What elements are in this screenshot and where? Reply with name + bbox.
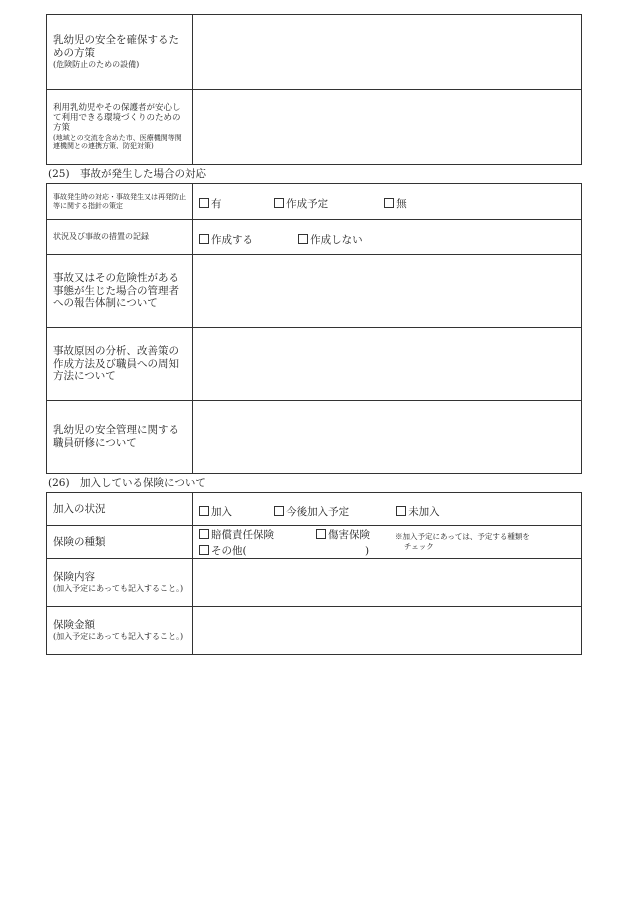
table-row bbox=[47, 184, 582, 220]
child-safety-label-cell bbox=[47, 15, 193, 90]
checkbox-icon[interactable] bbox=[199, 545, 209, 555]
child-safety-sub: (危険防止のための設備) bbox=[53, 60, 140, 69]
table-row bbox=[47, 220, 582, 255]
option-other[interactable]: その他( bbox=[199, 545, 365, 558]
kind-label: 保険の種類 bbox=[53, 535, 106, 548]
table-row bbox=[47, 559, 582, 607]
option-yes[interactable]: 有 bbox=[199, 196, 269, 211]
status-options bbox=[193, 493, 582, 526]
table-row bbox=[47, 607, 582, 655]
safety-measures-table bbox=[46, 14, 582, 165]
amount-field[interactable] bbox=[193, 607, 582, 655]
record-label-cell bbox=[47, 220, 193, 255]
kind-container bbox=[199, 526, 575, 558]
checkbox-icon[interactable] bbox=[274, 506, 284, 516]
amount-sub: (加入予定にあっても記入すること。) bbox=[53, 632, 184, 642]
analysis-field[interactable] bbox=[193, 328, 582, 401]
checkbox-icon[interactable] bbox=[199, 198, 209, 208]
content-field[interactable] bbox=[193, 559, 582, 607]
table-row bbox=[47, 15, 582, 90]
option-liability[interactable]: 賠償責任保険 bbox=[199, 529, 316, 542]
amount-label-cell bbox=[47, 607, 193, 655]
application-form bbox=[46, 14, 582, 655]
option-enrolled[interactable]: 加入 bbox=[199, 504, 269, 519]
option-planned[interactable]: 作成予定 bbox=[274, 196, 379, 211]
other-close-paren: ) bbox=[365, 545, 370, 557]
checkbox-icon[interactable] bbox=[298, 234, 308, 244]
accident-response-table bbox=[46, 183, 582, 474]
checkbox-icon[interactable] bbox=[274, 198, 284, 208]
option-create[interactable]: 作成する bbox=[199, 232, 293, 247]
kind-checkboxes bbox=[199, 526, 395, 558]
kind-note-line2: チェック bbox=[404, 542, 434, 551]
checkbox-icon[interactable] bbox=[384, 198, 394, 208]
analysis-label: 事故原因の分析、改善策の作成方法及び職員への周知方法について bbox=[53, 344, 179, 383]
content-sub: (加入予定にあっても記入すること。) bbox=[53, 584, 184, 594]
content-label-cell bbox=[47, 559, 193, 607]
option-no[interactable]: 無 bbox=[384, 196, 407, 211]
report-field[interactable] bbox=[193, 255, 582, 328]
report-label: 事故又はその危険性がある事態が生じた場合の管理者への報告体制について bbox=[53, 271, 179, 310]
analysis-label-cell bbox=[47, 328, 193, 401]
table-row bbox=[47, 526, 582, 559]
checkbox-icon[interactable] bbox=[199, 234, 209, 244]
guideline-label-cell bbox=[47, 184, 193, 220]
option-not-enrolled[interactable]: 未加入 bbox=[396, 504, 440, 519]
section-25-title: (25) 事故が発生した場合の対応 bbox=[48, 168, 207, 180]
training-field[interactable] bbox=[193, 401, 582, 474]
training-label: 乳幼児の安全管理に関する職員研修について bbox=[53, 424, 179, 449]
status-label: 加入の状況 bbox=[53, 502, 106, 515]
report-label-cell bbox=[47, 255, 193, 328]
checkbox-icon[interactable] bbox=[396, 506, 406, 516]
checkbox-icon[interactable] bbox=[199, 529, 209, 539]
record-options bbox=[193, 220, 582, 255]
kind-label-cell bbox=[47, 526, 193, 559]
table-row bbox=[47, 328, 582, 401]
training-label-cell bbox=[47, 401, 193, 474]
option-will-enroll[interactable]: 今後加入予定 bbox=[274, 504, 391, 519]
kind-options bbox=[193, 526, 582, 559]
environment-field[interactable] bbox=[193, 90, 582, 165]
table-row bbox=[47, 401, 582, 474]
kind-note bbox=[395, 532, 530, 552]
content-label: 保険内容 bbox=[53, 571, 95, 584]
table-row bbox=[47, 90, 582, 165]
record-label: 状況及び事故の措置の記録 bbox=[53, 232, 149, 242]
status-label-cell bbox=[47, 493, 193, 526]
section-26-title: (26) 加入している保険について bbox=[48, 477, 206, 489]
option-not-create[interactable]: 作成しない bbox=[298, 232, 363, 247]
checkbox-icon[interactable] bbox=[199, 506, 209, 516]
guideline-label: 事故発生時の対応・事故発生又は再発防止等に関する指針の策定 bbox=[53, 193, 186, 210]
environment-label: 利用乳幼児やその保護者が安心して利用できる環境づくりのための方策 bbox=[53, 103, 181, 133]
amount-label: 保険金額 bbox=[53, 619, 95, 632]
table-row bbox=[47, 493, 582, 526]
option-injury[interactable]: 傷害保険 bbox=[316, 529, 370, 542]
environment-label-cell bbox=[47, 90, 193, 165]
table-row bbox=[47, 255, 582, 328]
environment-sub: (地域との交流を含めた市、医療機関等関連機関との連携方策、防犯対策) bbox=[53, 133, 182, 150]
guideline-options bbox=[193, 184, 582, 220]
child-safety-label: 乳幼児の安全を確保するための方策 bbox=[53, 34, 179, 60]
kind-note-line1: ※加入予定にあっては、予定する種類を bbox=[395, 532, 530, 542]
checkbox-icon[interactable] bbox=[316, 529, 326, 539]
child-safety-field[interactable] bbox=[193, 15, 582, 90]
insurance-table bbox=[46, 492, 582, 655]
